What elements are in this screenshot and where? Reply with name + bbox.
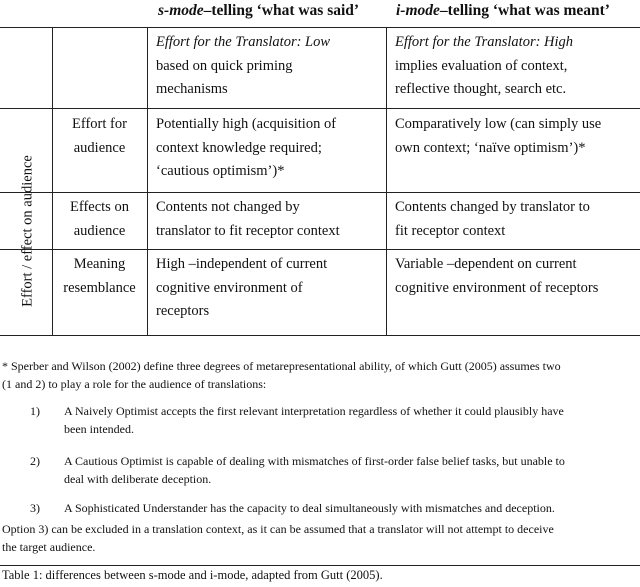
footnote-item-3-num: 3)	[30, 501, 40, 515]
footnote-item-2-line2: deal with deliberate deception.	[64, 472, 212, 486]
col-divider-2	[147, 27, 148, 335]
row1-i-cell	[395, 113, 601, 160]
col-divider-3	[386, 27, 387, 335]
row1-label	[52, 113, 147, 160]
row3-i-line1: Variable –dependent on current	[395, 256, 577, 272]
footnote-item-2-line1: A Cautious Optimist is capable of dealing with mismatches of first-order false belief tasks, but unable to	[64, 454, 565, 468]
rule-top	[0, 27, 640, 28]
header-i-mode-rest: –telling ‘what was meant’	[439, 2, 610, 19]
row1-label-line1: Effort for	[72, 116, 127, 132]
row2-label	[52, 196, 147, 243]
translator-s-cell	[156, 31, 330, 102]
row1-s-line2: context knowledge required;	[156, 139, 322, 156]
footnote-closing-line2: the target audience.	[2, 540, 96, 554]
rule-bottom	[0, 335, 640, 336]
footnote-item-1-line2: been intended.	[64, 422, 134, 436]
row2-i-line1: Contents changed by translator to	[395, 199, 590, 215]
rule-row2	[0, 249, 640, 250]
row2-i-cell	[395, 196, 590, 243]
table-caption: Table 1: differences between s-mode and i-mode, adapted from Gutt (2005).	[2, 568, 383, 582]
header-i-mode-label: i-mode	[396, 2, 440, 19]
footnote-closing-line1: Option 3) can be excluded in a translation context, as it can be assumed that a translator will not attempt to deceive	[2, 522, 554, 536]
row1-s-line3: ‘cautious optimism’)*	[156, 163, 285, 179]
row3-s-line1: High –independent of current	[156, 256, 328, 272]
rule-translator	[0, 108, 640, 109]
footnote-intro-line2: (1 and 2) to play a role for the audience of translations:	[2, 377, 267, 391]
row2-s-cell	[156, 196, 340, 243]
footnote-intro-line1: * Sperber and Wilson (2002) define three degrees of metarepresentational ability, of which Gutt (2005) assumes two	[2, 359, 561, 373]
translator-i-effort: Effort for the Translator: High	[395, 34, 574, 50]
footnote-item-3	[64, 499, 555, 517]
footnote-item-1	[64, 402, 564, 438]
row2-label-line2: audience	[73, 222, 126, 239]
header-s-mode	[158, 2, 359, 20]
row1-s-cell	[156, 113, 336, 184]
translator-s-line2: based on quick priming	[156, 57, 293, 74]
row1-i-line1: Comparatively low (can simply use	[395, 116, 602, 132]
footnote-closing	[2, 520, 554, 556]
translator-s-effort: Effort for the Translator: Low	[156, 34, 331, 50]
rule-row1	[0, 192, 640, 193]
footnote-item-2-num: 2)	[30, 454, 40, 468]
translator-i-line3: reflective thought, search etc.	[395, 81, 567, 97]
row3-s-cell	[156, 253, 327, 324]
row3-label-line1: Meaning	[73, 256, 126, 272]
row1-s-line1: Potentially high (acquisition of	[156, 116, 337, 132]
header-s-mode-label: s-mode	[158, 2, 204, 19]
header-s-mode-rest: –telling ‘what was said’	[203, 2, 360, 19]
translator-s-line3: mechanisms	[156, 81, 228, 97]
row3-s-line3: receptors	[156, 303, 210, 319]
row2-label-line1: Effects on	[70, 199, 129, 215]
translator-i-cell	[395, 31, 573, 102]
row2-s-line2: translator to fit receptor context	[156, 222, 340, 239]
footnote-intro	[2, 357, 561, 393]
row3-label-line2: resemblance	[63, 279, 136, 296]
rule-footnote-bottom	[0, 565, 640, 566]
footnote-item-1-line1: A Naively Optimist accepts the first relevant interpretation regardless of whether it could plausibly have	[64, 404, 564, 418]
row3-s-line2: cognitive environment of	[156, 279, 303, 296]
row1-i-line2: own context; ‘naïve optimism’)*	[395, 139, 586, 156]
side-label: Effort / effect on audience	[19, 155, 36, 307]
footnote-item-3-line1: A Sophisticated Understander has the capacity to deal simultaneously with mismatches and deception.	[64, 501, 555, 515]
row3-i-line2: cognitive environment of receptors	[395, 279, 599, 296]
footnote-item-2	[64, 452, 565, 488]
footnote-item-1-num: 1)	[30, 404, 40, 418]
row2-i-line2: fit receptor context	[395, 222, 506, 239]
row3-label	[52, 253, 147, 300]
header-i-mode	[396, 2, 610, 20]
row3-i-cell	[395, 253, 598, 300]
row2-s-line1: Contents not changed by	[156, 199, 300, 215]
translator-i-line2: implies evaluation of context,	[395, 57, 568, 74]
row1-label-line2: audience	[73, 139, 126, 156]
